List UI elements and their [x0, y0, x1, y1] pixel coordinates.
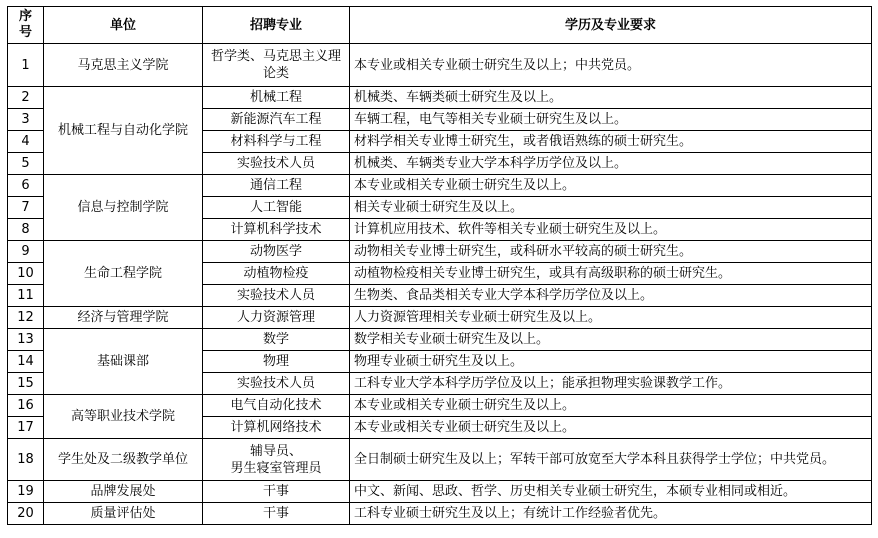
requirement-cell: 全日制硕士研究生及以上；军转干部可放宽至大学本科且获得学士学位；中共党员。 [350, 439, 872, 481]
major-cell: 实验技术人员 [203, 285, 350, 307]
row-number: 18 [8, 439, 44, 481]
requirement-cell: 中文、新闻、思政、哲学、历史相关专业硕士研究生，本硕专业相同或相近。 [350, 481, 872, 503]
unit-cell: 马克思主义学院 [44, 44, 203, 87]
table-row [8, 44, 872, 87]
row-number: 5 [8, 153, 44, 175]
major-cell: 动物医学 [203, 241, 350, 263]
row-number: 14 [8, 351, 44, 373]
row-number: 4 [8, 131, 44, 153]
unit-cell: 品牌发展处 [44, 481, 203, 503]
unit-cell: 学生处及二级教学单位 [44, 439, 203, 481]
major-cell: 新能源汽车工程 [203, 109, 350, 131]
header-number: 序 号 [8, 7, 44, 44]
requirement-cell: 车辆工程，电气等相关专业硕士研究生及以上。 [350, 109, 872, 131]
header-unit: 单位 [44, 7, 203, 44]
requirement-cell: 材料学相关专业博士研究生，或者俄语熟练的硕士研究生。 [350, 131, 872, 153]
major-cell: 人力资源管理 [203, 307, 350, 329]
table-row [8, 87, 872, 109]
header-row [8, 7, 872, 44]
row-number: 7 [8, 197, 44, 219]
row-number: 8 [8, 219, 44, 241]
requirement-cell: 机械类、车辆类硕士研究生及以上。 [350, 87, 872, 109]
unit-cell: 质量评估处 [44, 503, 203, 525]
row-number: 2 [8, 87, 44, 109]
major-cell: 干事 [203, 481, 350, 503]
table-row [8, 329, 872, 351]
major-cell: 辅导员、 男生寝室管理员 [203, 439, 350, 481]
row-number: 19 [8, 481, 44, 503]
requirement-cell: 生物类、食品类相关专业大学本科学历学位及以上。 [350, 285, 872, 307]
table-row [8, 395, 872, 417]
major-cell: 通信工程 [203, 175, 350, 197]
row-number: 12 [8, 307, 44, 329]
row-number: 9 [8, 241, 44, 263]
requirement-cell: 本专业或相关专业硕士研究生及以上。 [350, 417, 872, 439]
row-number: 3 [8, 109, 44, 131]
requirement-cell: 本专业或相关专业硕士研究生及以上。 [350, 175, 872, 197]
major-cell: 物理 [203, 351, 350, 373]
major-cell: 材料科学与工程 [203, 131, 350, 153]
header-requirements: 学历及专业要求 [350, 7, 872, 44]
major-cell: 数学 [203, 329, 350, 351]
requirement-cell: 本专业或相关专业硕士研究生及以上；中共党员。 [350, 44, 872, 87]
row-number: 20 [8, 503, 44, 525]
table-row [8, 439, 872, 481]
requirement-cell: 计算机应用技术、软件等相关专业硕士研究生及以上。 [350, 219, 872, 241]
row-number: 13 [8, 329, 44, 351]
table-row [8, 241, 872, 263]
requirement-cell: 机械类、车辆类专业大学本科学历学位及以上。 [350, 153, 872, 175]
requirement-cell: 人力资源管理相关专业硕士研究生及以上。 [350, 307, 872, 329]
unit-cell: 高等职业技术学院 [44, 395, 203, 439]
major-cell: 电气自动化技术 [203, 395, 350, 417]
header-major: 招聘专业 [203, 7, 350, 44]
table-row [8, 481, 872, 503]
major-cell: 干事 [203, 503, 350, 525]
unit-cell: 机械工程与自动化学院 [44, 87, 203, 175]
table-row [8, 503, 872, 525]
major-cell: 哲学类、马克思主义理论类 [203, 44, 350, 87]
major-cell: 计算机网络技术 [203, 417, 350, 439]
row-number: 16 [8, 395, 44, 417]
major-cell: 动植物检疫 [203, 263, 350, 285]
row-number: 11 [8, 285, 44, 307]
row-number: 15 [8, 373, 44, 395]
requirement-cell: 本专业或相关专业硕士研究生及以上。 [350, 395, 872, 417]
requirement-cell: 数学相关专业硕士研究生及以上。 [350, 329, 872, 351]
unit-cell: 基础课部 [44, 329, 203, 395]
row-number: 1 [8, 44, 44, 87]
major-cell: 计算机科学技术 [203, 219, 350, 241]
recruitment-table [7, 6, 872, 525]
requirement-cell: 工科专业大学本科学历学位及以上；能承担物理实验课教学工作。 [350, 373, 872, 395]
unit-cell: 信息与控制学院 [44, 175, 203, 241]
row-number: 10 [8, 263, 44, 285]
requirement-cell: 物理专业硕士研究生及以上。 [350, 351, 872, 373]
requirement-cell: 工科专业硕士研究生及以上；有统计工作经验者优先。 [350, 503, 872, 525]
major-cell: 机械工程 [203, 87, 350, 109]
requirement-cell: 相关专业硕士研究生及以上。 [350, 197, 872, 219]
row-number: 6 [8, 175, 44, 197]
major-cell: 实验技术人员 [203, 373, 350, 395]
table-row [8, 307, 872, 329]
unit-cell: 生命工程学院 [44, 241, 203, 307]
requirement-cell: 动植物检疫相关专业博士研究生，或具有高级职称的硕士研究生。 [350, 263, 872, 285]
requirement-cell: 动物相关专业博士研究生，或科研水平较高的硕士研究生。 [350, 241, 872, 263]
table-row [8, 175, 872, 197]
major-cell: 实验技术人员 [203, 153, 350, 175]
row-number: 17 [8, 417, 44, 439]
major-cell: 人工智能 [203, 197, 350, 219]
unit-cell: 经济与管理学院 [44, 307, 203, 329]
